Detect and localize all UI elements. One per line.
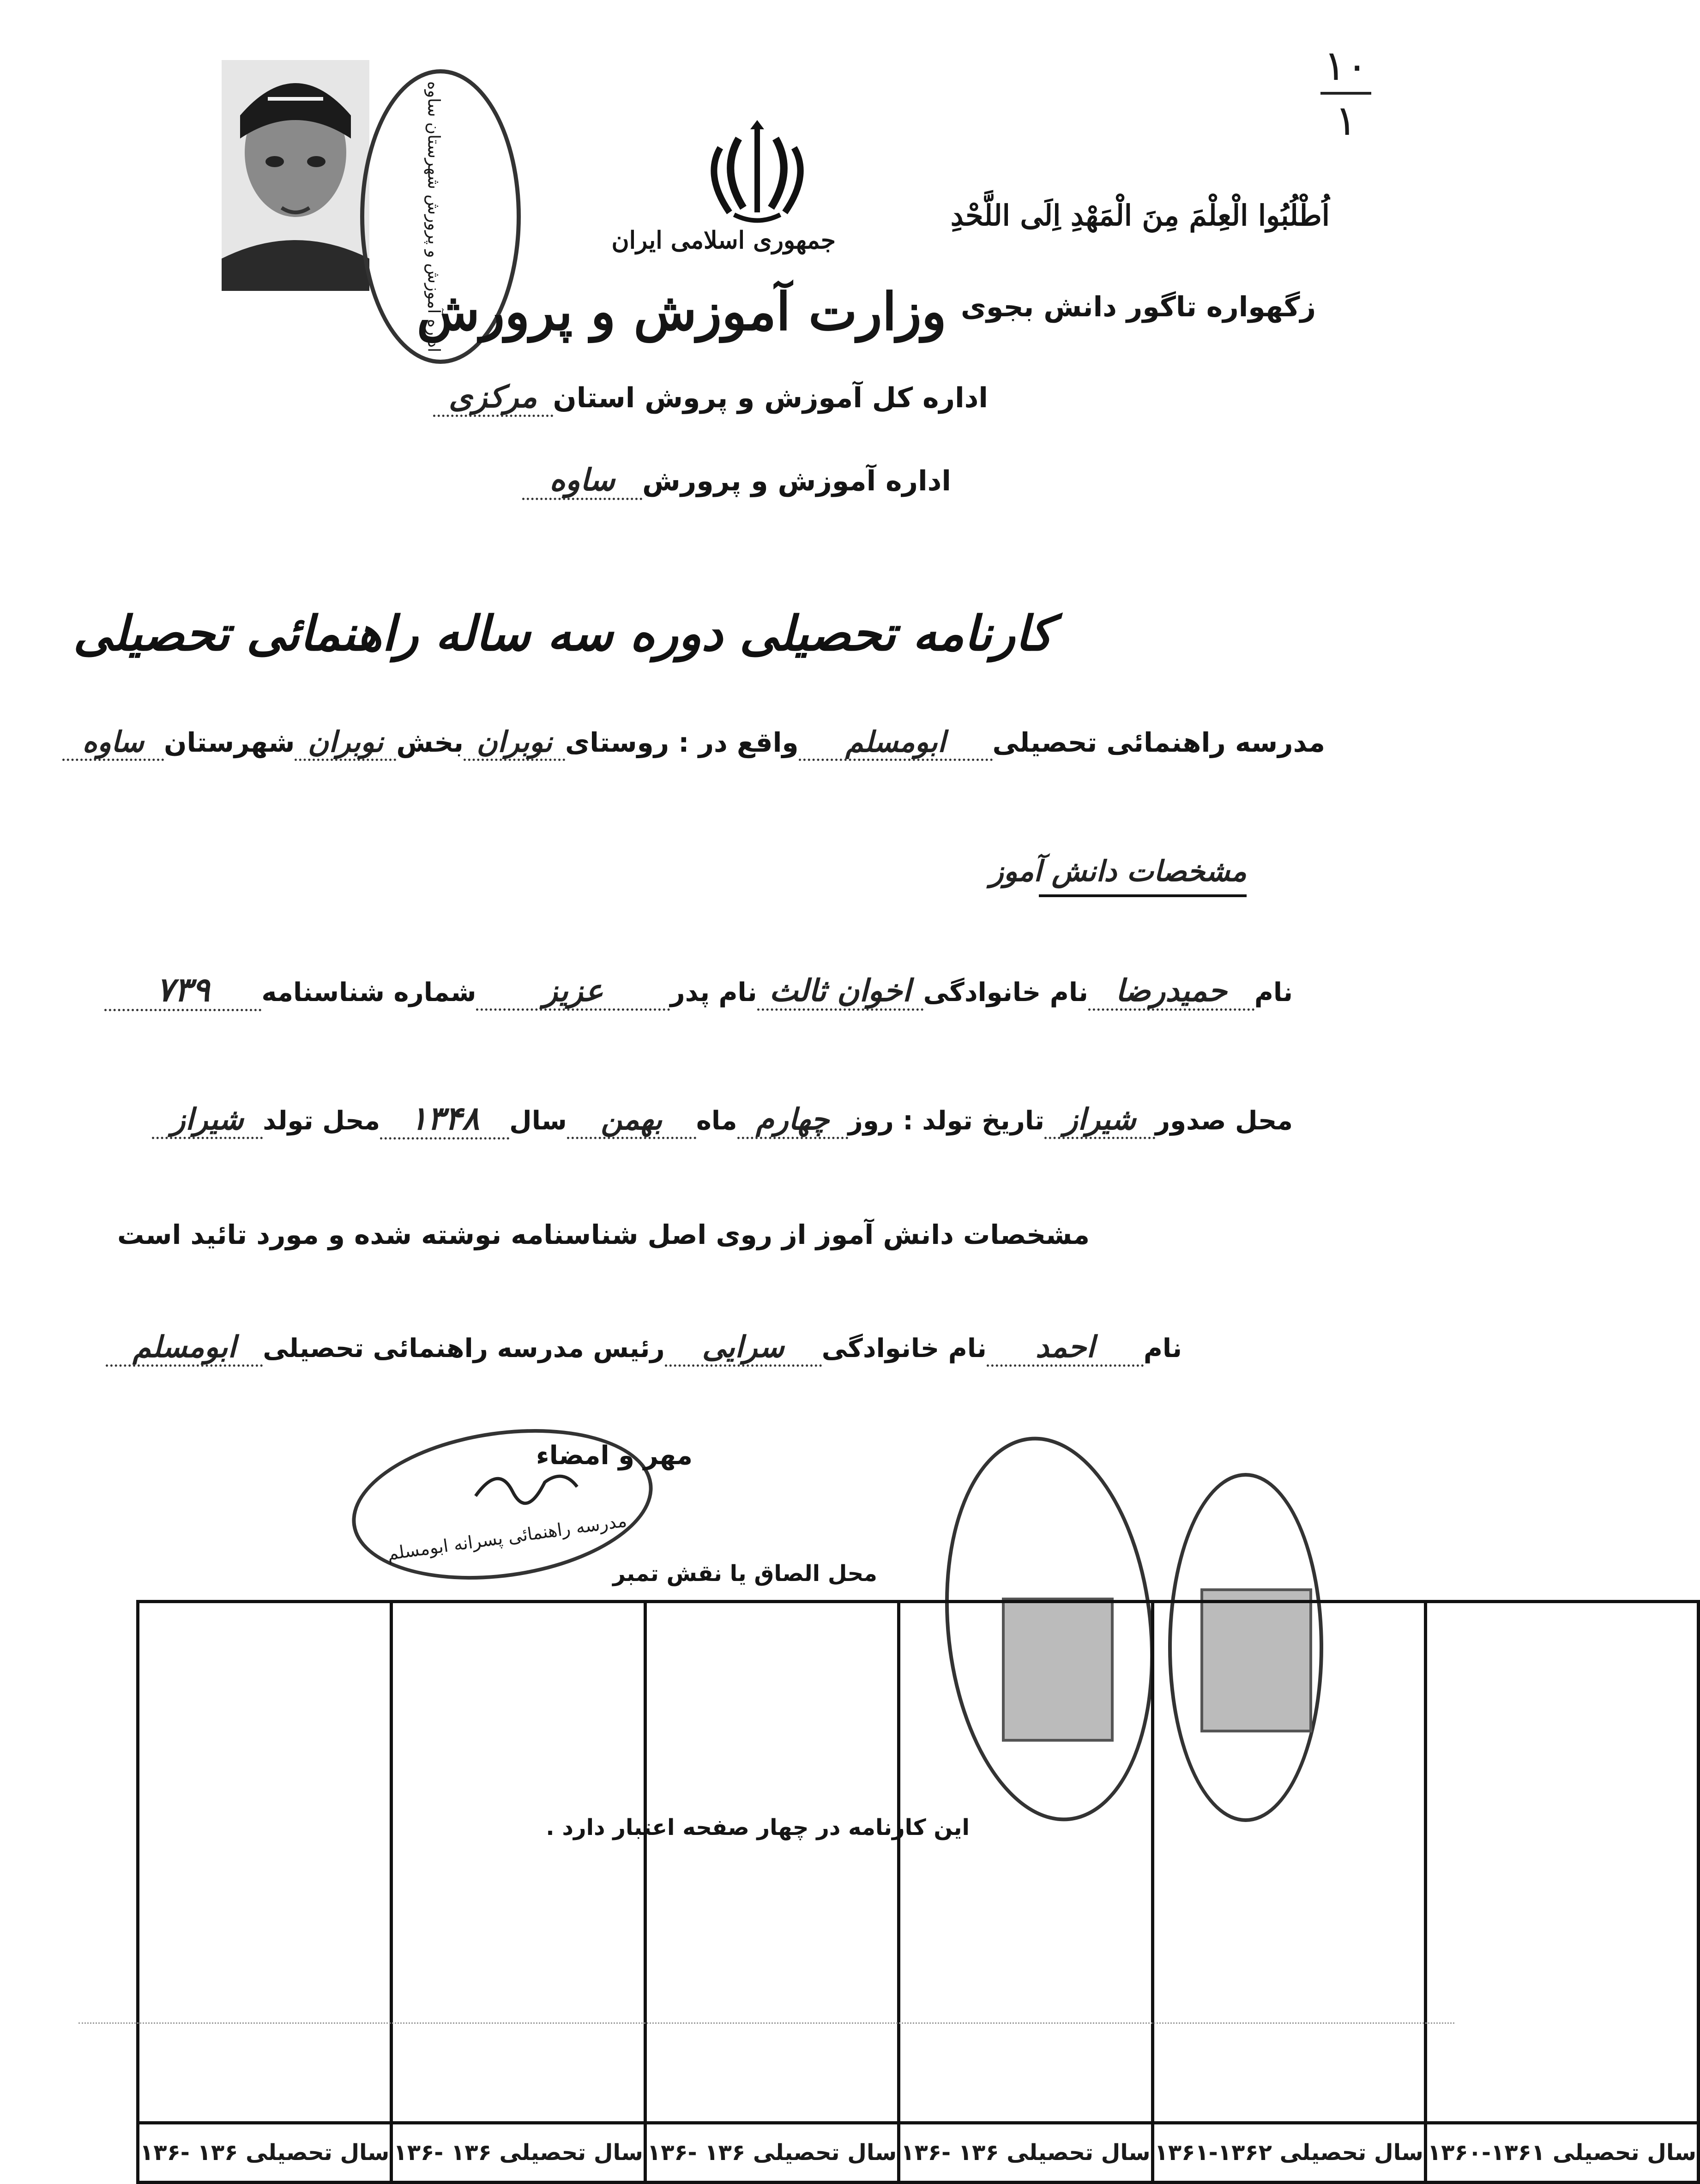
page-title: کارنامه تحصیلی دوره سه ساله راهنمائی تحصیلی [73,605,1053,662]
issue-place-label: محل صدور [1155,1106,1293,1136]
page-number-divider [1320,92,1371,95]
year-cell-1 [1425,1602,1698,2123]
page-number-bottom: ۱ [1334,97,1357,145]
school-years-table [136,1600,1700,2184]
year-label-6: سال تحصیلی ۱۳۶ -۱۳۶ [138,2123,392,2183]
city-office-line [489,462,951,500]
last-name: اخوان ثالث [757,972,923,1011]
district-label: بخش [396,727,464,758]
student-photo [222,60,369,291]
city-office-label: اداره آموزش و پرورش [642,465,951,497]
principal-school: ابومسلم [106,1330,263,1367]
issue-place: شیراز [1044,1102,1155,1139]
id-label: شماره شناسنامه [261,977,476,1008]
principal-last-name: سرایی [665,1330,822,1367]
province-office-value: مرکزی [433,379,553,417]
page-number [1311,42,1380,145]
school-label: مدرسه راهنمائی تحصیلی [992,727,1325,758]
father-label: نام پدر [670,977,757,1008]
year-label: سال [509,1106,567,1136]
birthplace-label: محل تولد [263,1106,380,1136]
county-label: شهرستان [164,727,295,758]
table-row-labels [138,2123,1699,2183]
year-cell-5 [392,1602,645,2123]
village-name: نوبران [464,725,565,761]
emblem-of-iran [702,120,813,226]
year-cell-3 [899,1602,1152,2123]
emblem-icon [702,120,813,226]
page-number-top: ۱۰ [1323,42,1368,90]
principal-first-name: احمد [987,1330,1144,1367]
father-name: عزیز [476,972,670,1011]
first-name: حمیدرضا [1088,972,1254,1011]
year-cell-2 [1152,1602,1425,2123]
ministry-name: وزارت آموزش و پرورش [416,282,946,342]
province-office-label: اداره کل آموزش و پروش استان [553,382,988,414]
student-name-line [156,970,1293,1011]
hadith: اُطْلُبُوا الْعِلْمَ مِنَ الْمَهْدِ اِلَى اللَّحْدِ [950,199,1330,232]
principal-role-label: رئیس مدرسه راهنمائی تحصیلی [263,1333,665,1363]
stamp-area-label: محل الصاق یا نقش تمبر [613,1561,877,1587]
year-cell-6 [138,1602,392,2123]
student-photo-image [222,60,369,291]
province-office-line [448,379,988,417]
city-office-value: ساوه [522,462,642,500]
year-label-4: سال تحصیلی ۱۳۶ -۱۳۶ [645,2123,898,2183]
district-name: نوبران [295,725,396,761]
dob-label: تاریخ تولد : روز [848,1106,1044,1136]
school-line [82,725,1325,761]
student-section-heading: مشخصات دانش آموز [1039,854,1247,897]
dob-year: ۱۳۴۸ [380,1099,509,1140]
dob-day: چهارم [737,1102,848,1139]
hadith-translation: زگهواره تاگور دانش بجوی [960,291,1316,323]
school-seal-text: مدرسه راهنمائی پسرانه ابومسلم [386,1510,628,1564]
scan-edge-line [78,2022,1454,2024]
year-cell-4 [645,1602,898,2123]
principal-last-name-label: نام خانوادگی [821,1333,987,1363]
id-number: ۷۳۹ [104,970,261,1011]
month-label: ماه [696,1106,737,1136]
photo-seal-text: اداره آموزش و پرورش شهرستان ساوه [424,81,443,353]
year-label-2: سال تحصیلی ۱۳۶۲-۱۳۶۱ [1152,2123,1425,2183]
birthplace: شیراز [152,1102,263,1139]
principal-first-name-label: نام [1143,1333,1182,1363]
principal-line [133,1330,1182,1367]
confirmation-text: مشخصات دانش آموز از روی اصل شناسنامه نوشته شده و مورد تائید است [117,1219,1090,1250]
republic-name: جمهوری اسلامی ایران [611,226,836,254]
first-name-label: نام [1254,977,1293,1008]
year-label-1: سال تحصیلی ۱۳۶۱-۱۳۶۰ [1425,2123,1698,2183]
principal-signature [471,1459,582,1514]
footer-note: این کارنامه در چهار صفحه اعتبار دارد . [546,1815,970,1840]
year-label-3: سال تحصیلی ۱۳۶ -۱۳۶ [899,2123,1152,2183]
seal-signature-label: مهر و امضاء [536,1441,693,1471]
located-label: واقع در : روستای [565,727,799,758]
student-birth-line [171,1099,1293,1140]
county-name: ساوه [62,725,164,761]
school-name: ابومسلم [799,725,993,761]
year-label-5: سال تحصیلی ۱۳۶ -۱۳۶ [392,2123,645,2183]
dob-month: بهمن [567,1102,696,1139]
table-row-blank [138,1602,1699,2123]
last-name-label: نام خانوادگی [923,977,1088,1008]
